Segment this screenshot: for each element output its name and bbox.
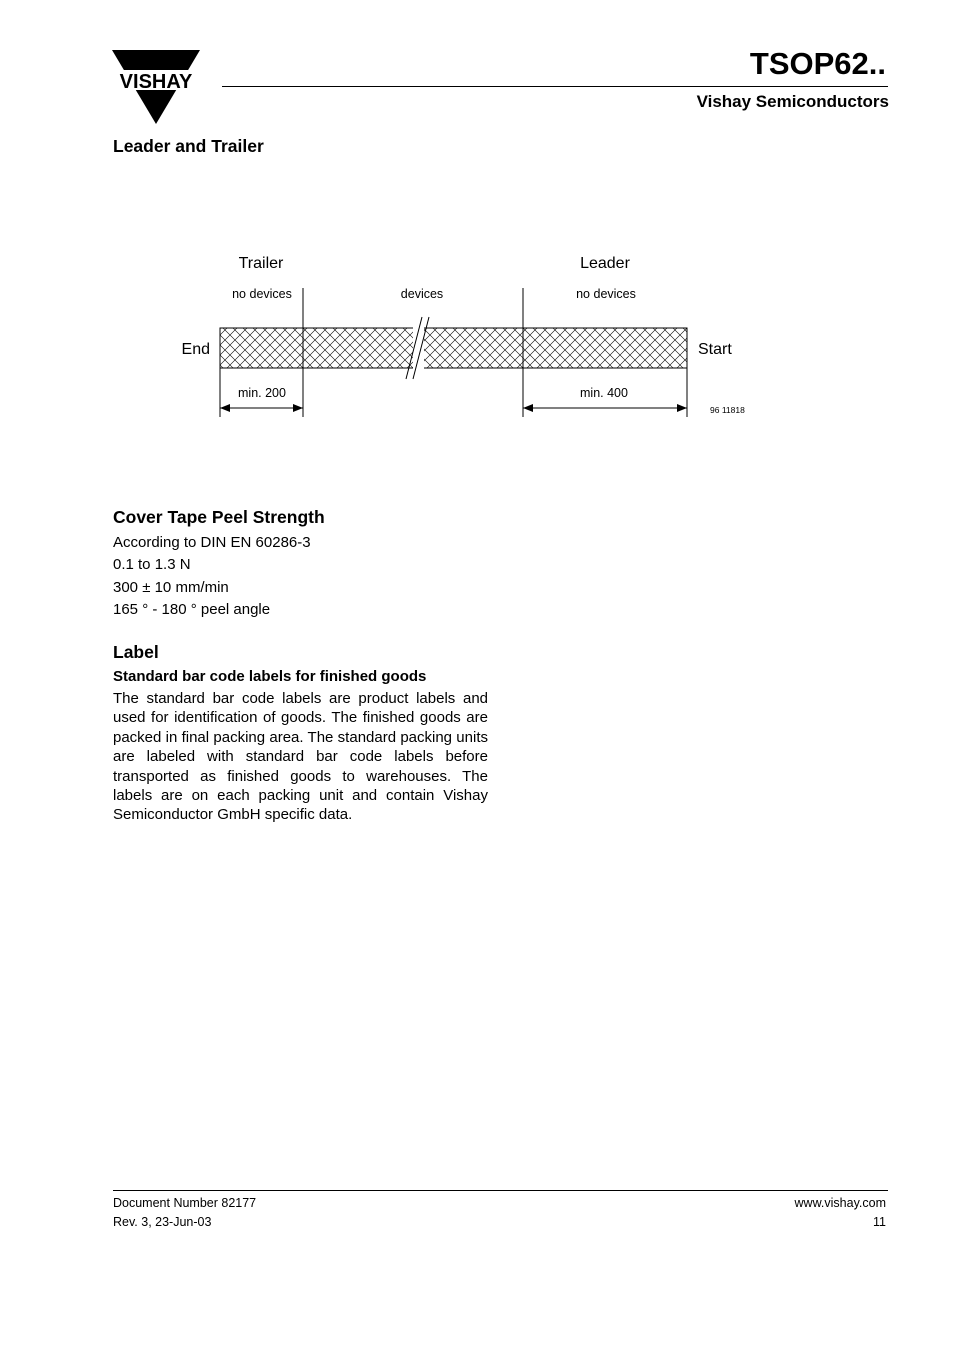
start-label: Start bbox=[698, 341, 732, 358]
company-name: Vishay Semiconductors bbox=[696, 92, 889, 111]
devices-note: devices bbox=[400, 287, 444, 301]
cover-tape-line: 0.1 to 1.3 N bbox=[113, 556, 191, 573]
website-link[interactable]: www.vishay.com bbox=[794, 1196, 886, 1210]
trailer-min-label: min. 200 bbox=[238, 386, 286, 400]
leader-label: Leader bbox=[580, 255, 630, 272]
document-number: Document Number 82177 bbox=[113, 1196, 257, 1210]
label-subtitle: Standard bar code labels for finished goods bbox=[113, 668, 427, 685]
cover-tape-line: 165 ° - 180 ° peel angle bbox=[113, 601, 271, 618]
trailer-note: no devices bbox=[232, 287, 292, 301]
header-rule bbox=[222, 86, 888, 87]
trailer-label: Trailer bbox=[238, 255, 284, 272]
revision: Rev. 3, 23-Jun-03 bbox=[113, 1215, 212, 1229]
label-body-text: The standard bar code labels are product labels and used for identification of goods. The finished goods are packed in final packing area. The standard packing units are labeled with standard bar code labels before transported as finished goods to warehouses. The labels are on each packing unit and contain Vishay Semiconductor GmbH specific data. bbox=[113, 690, 488, 824]
page-number: 11 bbox=[873, 1215, 886, 1229]
leader-trailer-diagram bbox=[160, 245, 780, 435]
leader-note: no devices bbox=[576, 287, 636, 301]
figure-id: 96 11818 bbox=[710, 405, 745, 415]
section-title-leader-trailer: Leader and Trailer bbox=[113, 136, 264, 156]
footer-rule bbox=[113, 1190, 888, 1191]
cover-tape-line: According to DIN EN 60286-3 bbox=[113, 534, 311, 551]
svg-text:VISHAY: VISHAY bbox=[119, 71, 193, 93]
vishay-logo bbox=[110, 48, 202, 126]
end-label: End bbox=[181, 341, 210, 358]
section-title-label: Label bbox=[113, 642, 159, 662]
section-title-cover-tape: Cover Tape Peel Strength bbox=[113, 507, 325, 527]
tape-band bbox=[220, 328, 687, 368]
product-title: TSOP62.. bbox=[749, 46, 886, 81]
leader-min-label: min. 400 bbox=[580, 386, 628, 400]
cover-tape-line: 300 ± 10 mm/min bbox=[113, 579, 229, 596]
